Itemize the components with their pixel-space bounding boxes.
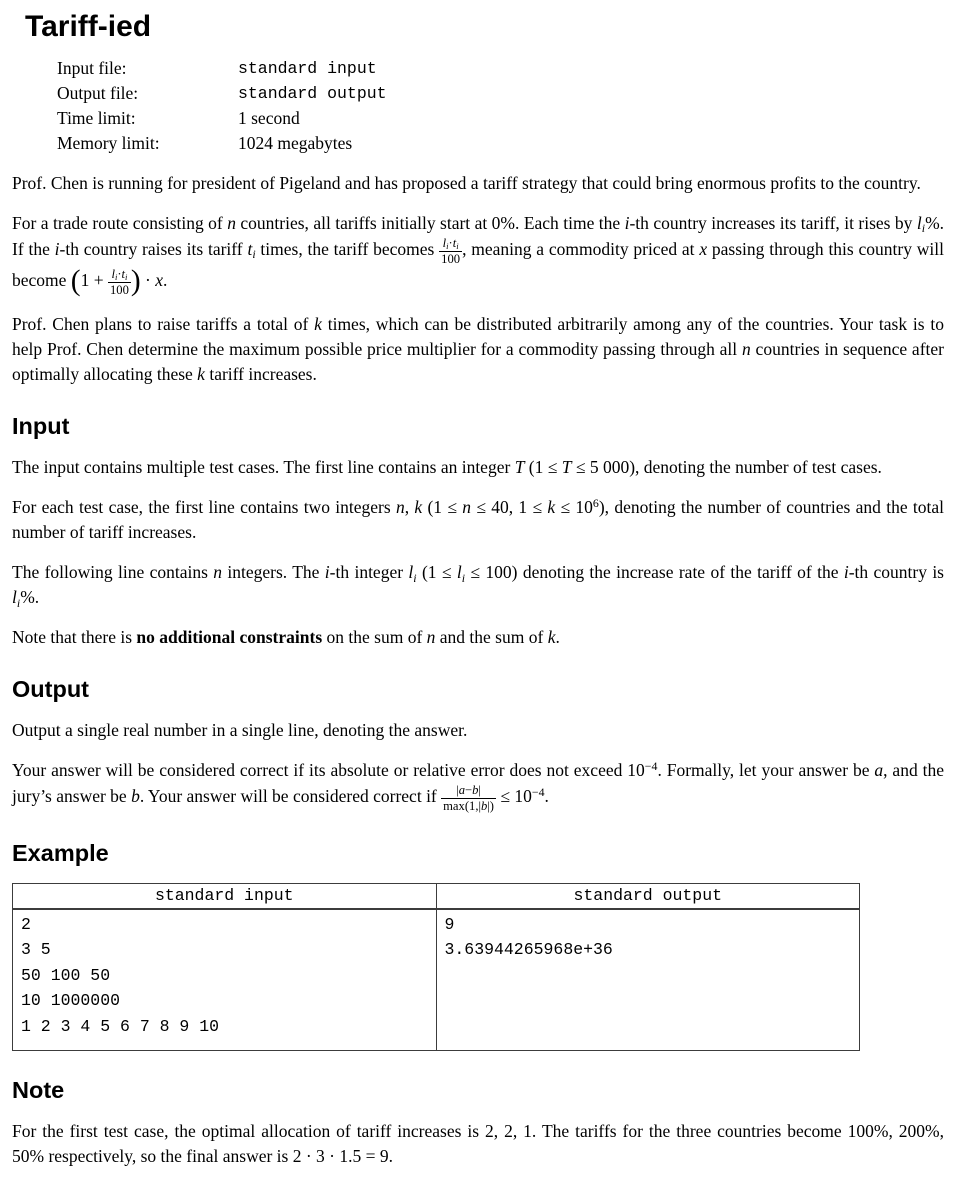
example-output-header: standard output <box>436 883 860 909</box>
meta-row-output-file <box>57 81 387 106</box>
example-section-heading: Example <box>12 839 109 866</box>
code-line: 3.63944265968e+36 <box>444 940 613 960</box>
meta-row-input-file <box>57 56 387 81</box>
meta-row-memory-limit <box>57 131 387 156</box>
input-paragraph-4: Note that there is no additional constraints on the sum of n and the sum of k. <box>12 627 560 648</box>
code-line: 9 <box>444 914 455 934</box>
input-paragraph-2: For each test case, the first line contains two integers n, k (1 ≤ n ≤ 40, $1 \le k \le 10^6$), denoting the number of countries and the total number of tariff increases. <box>12 496 945 543</box>
meta-label: Memory limit: <box>57 133 160 153</box>
meta-value: 1 second <box>238 108 300 128</box>
statement-paragraph-1: Prof. Chen is running for president of Pigeland and has proposed a tariff strategy that could bring enormous profits to the country. <box>12 173 921 193</box>
note-section-heading: Note <box>12 1076 65 1103</box>
input-section-heading: Input <box>12 413 70 440</box>
output-section-heading: Output <box>12 676 89 703</box>
statement-paragraph-2: For a trade route consisting of n countries, all tariffs initially start at 0%. Each time the i-th country increases its tariff, it rises by $l_i\%$. If the i-th country raises its tariff $t_i$ times, the tariff becomes $\frac{l_i\cdot t_i}{100}$ , meaning a commodity priced at x passing through this country will become (1 + $\frac{l_i\cdot t_i}{100}$ ) · x. <box>12 213 945 297</box>
example-input-header: standard input <box>13 883 437 909</box>
code-line: 10 1000000 <box>21 991 121 1011</box>
meta-value: standard input <box>238 59 377 78</box>
example-output-cell <box>436 909 860 1051</box>
meta-label: Output file: <box>57 83 139 103</box>
example-table-header-row <box>13 883 860 909</box>
meta-value: standard output <box>238 84 387 103</box>
input-paragraph-1: The input contains multiple test cases. The first line contains an integer T (1 ≤ T ≤ 5 000), denoting the number of test cases. <box>12 457 882 478</box>
output-paragraph-1: Output a single real number in a single line, denoting the answer. <box>12 720 468 741</box>
meta-label: Time limit: <box>57 108 136 128</box>
meta-row-time-limit <box>57 106 387 131</box>
example-input-cell <box>13 909 437 1051</box>
output-paragraph-2: Your answer will be considered correct if its absolute or relative error does not exceed $10^{-4}$. Formally, let your answer be a, and the jury’s answer be b. Your answer will be considered correct if $\frac{|a-b|}{\max(1,|b|)}$ ≤ $10^{-4}$. <box>12 759 945 813</box>
statement-paragraph-3: Prof. Chen plans to raise tariffs a total of k times, which can be distributed arbitrarily among any of the countries. Your task is to help Prof. Chen determine the maximum possible price multiplier for a commodity passing through all n countries in sequence after optimally allocating these k tariff increases. <box>12 314 944 385</box>
code-line: 1 2 3 4 5 6 7 8 9 10 <box>21 1016 220 1036</box>
input-paragraph-3: The following line contains n integers. The i-th integer $l_i$ $(1 \le l_i \le 100)$ denoting the increase rate of the tariff of the i-th country is $l_i\%$. <box>12 562 944 610</box>
problem-title: Tariff-ied <box>25 10 152 43</box>
code-line: 2 <box>21 914 31 934</box>
code-line: 50 100 50 <box>21 965 111 985</box>
example-table <box>12 883 860 1051</box>
example-table-body-row <box>13 909 860 1051</box>
meta-value: 1024 megabytes <box>238 133 353 153</box>
meta-label: Input file: <box>57 58 127 78</box>
code-line: 3 5 <box>21 940 51 960</box>
note-paragraph-1: For the first test case, the optimal allocation of tariff increases is 2, 2, 1. The tariffs for the three countries become 100%, 200%, 50% respectively, so the final answer is 2 · 3 · 1.5 = 9. <box>12 1120 944 1166</box>
meta-table <box>57 56 387 156</box>
